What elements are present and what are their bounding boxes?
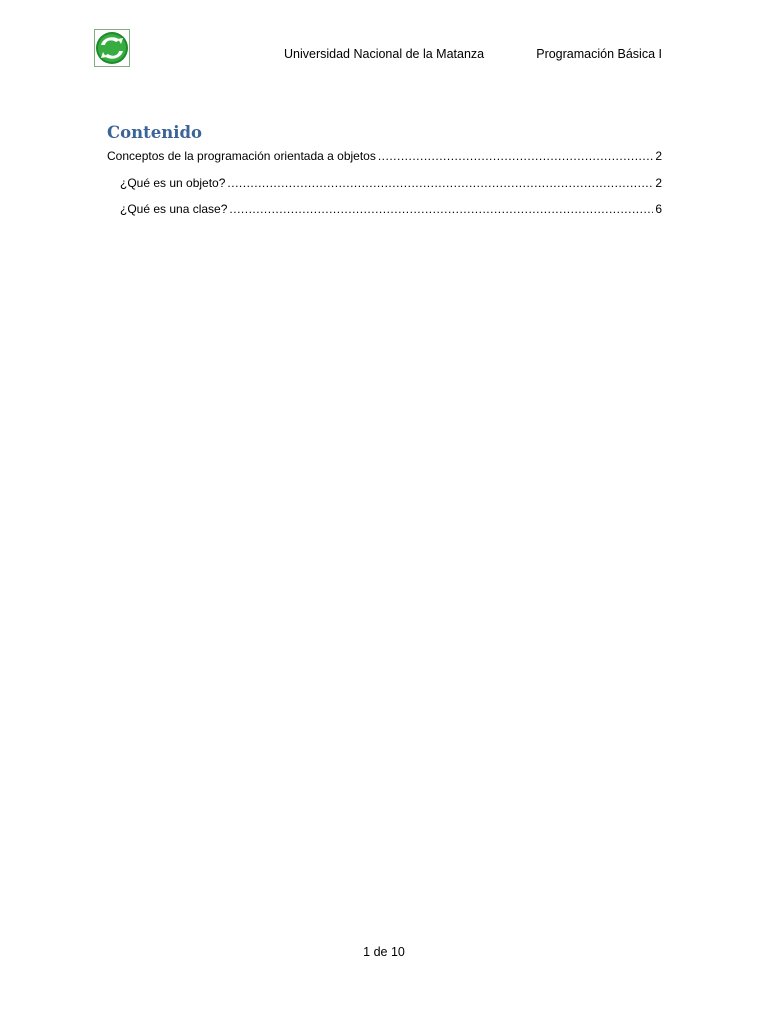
toc-title: Contenido — [107, 123, 203, 142]
toc-entry-page: 6 — [655, 202, 662, 216]
header-university: Universidad Nacional de la Matanza — [284, 47, 485, 61]
toc-entry-label: Conceptos de la programación orientada a objetos — [107, 149, 376, 163]
toc-entry[interactable] — [107, 175, 662, 202]
header-course: Programación Básica I — [536, 47, 662, 61]
toc-entry[interactable] — [107, 201, 662, 228]
table-of-contents — [107, 148, 662, 228]
toc-entry[interactable] — [107, 148, 662, 175]
toc-leader — [227, 175, 653, 191]
toc-entry-page: 2 — [655, 149, 662, 163]
toc-entry-label: ¿Qué es un objeto? — [120, 175, 226, 190]
university-logo-icon — [94, 29, 130, 67]
toc-entry-label: ¿Qué es una clase? — [120, 202, 228, 216]
toc-entry-page: 2 — [655, 175, 662, 190]
toc-leader — [229, 201, 653, 217]
toc-leader — [378, 148, 653, 164]
page-indicator: 1 de 10 — [363, 945, 405, 959]
